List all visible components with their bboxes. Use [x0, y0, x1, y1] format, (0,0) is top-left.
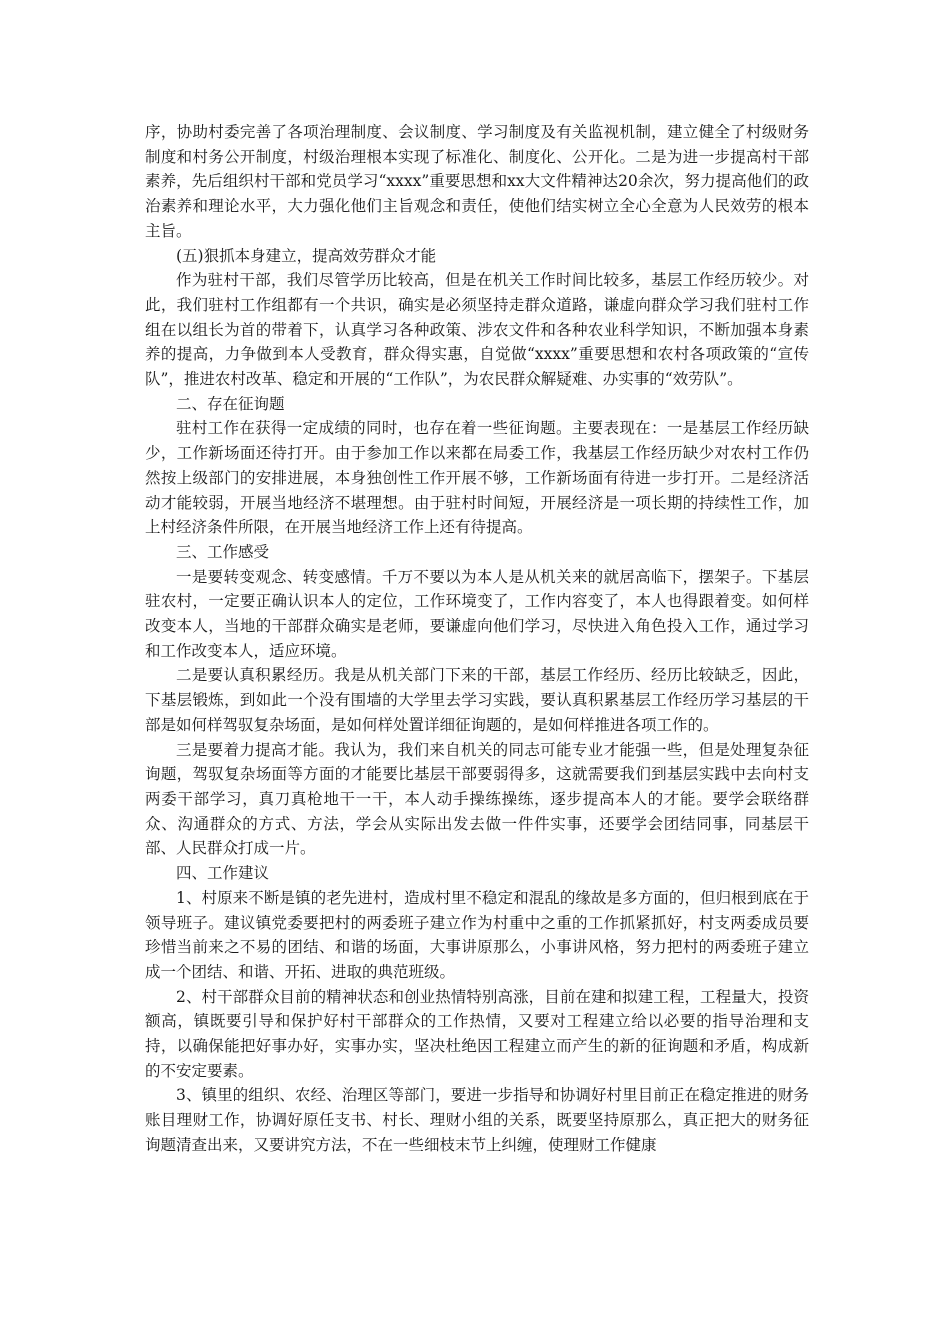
- paragraph: 作为驻村干部，我们尽管学历比较高，但是在机关工作时间比较多，基层工作经历较少。对此，我们驻村工作组都有一个共识，确实是必须坚持走群众道路，谦虚向群众学习我们驻村工作组在以组长为首的带着下，认真学习各种政策、涉农文件和各种农业科学知识，不断加强本身素养的提高，力争做到本人受教育，群众得实惠，自觉做“xxxx”重要思想和农村各项政策的“宣传队”，推进农村改革、稳定和开展的“工作队”，为农民群众解疑难、办实事的“效劳队”。: [145, 271, 809, 389]
- heading-experience: 三、工作感受: [176, 542, 270, 561]
- paragraph: 3、镇里的组织、农经、治理区等部门，要进一步指导和协调好村里目前正在稳定推进的财务账目理财工作，协调好原任支书、村长、理财小组的关系，既要坚持原那么，真正把大的财务征询题清查出来，又要讲究方法，不在一些细枝末节上纠缠，使理财工作健康: [145, 1086, 809, 1154]
- heading-section-5: (五)狠抓本身建立，提高效劳群众才能: [176, 246, 437, 265]
- paragraph: 2、村干部群众目前的精神状态和创业热情特别高涨，目前在建和拟建工程，工程量大，投资额高，镇既要引导和保护好村干部群众的工作热情，又要对工程建立给以必要的指导治理和支持，以确保能把好事办好，实事办实，坚决杜绝因工程建立而产生的新的征询题和矛盾，构成新的不安定要素。: [145, 987, 809, 1080]
- paragraph: 一是要转变观念、转变感情。千万不要以为本人是从机关来的就居高临下，摆架子。下基层驻农村，一定要正确认识本人的定位，工作环境变了，工作内容变了，本人也得跟着变。如何样改变本人，当地的干部群众确实是老师，要谦虚向他们学习，尽快进入角色投入工作，通过学习和工作改变本人，适应环境。: [145, 567, 809, 660]
- paragraph-continuation: 序，协助村委完善了各项治理制度、会议制度、学习制度及有关监视机制，建立健全了村级财务制度和村务公开制度，村级治理根本实现了标准化、制度化、公开化。二是为进一步提高村干部素养，先后组织村干部和党员学习“xxxx”重要思想和xx大文件精神达20余次，努力提高他们的政治素养和理论水平，大力强化他们主旨观念和责任，使他们结实树立全心全意为人民效劳的根本主旨。: [145, 123, 809, 240]
- paragraph: 三是要着力提高才能。我认为，我们来自机关的同志可能专业才能强一些，但是处理复杂征询题，驾驭复杂场面等方面的才能要比基层干部要弱得多，这就需要我们到基层实践中去向村支两委干部学习，真刀真枪地干一干，本人动手操练操练，逐步提高本人的才能。要学会联络群众、沟通群众的方式、方法，学会从实际出发去做一件件实事，还要学会团结同事，同基层干部、人民群众打成一片。: [145, 740, 809, 858]
- heading-problems: 二、存在征询题: [176, 394, 285, 413]
- paragraph: 二是要认真积累经历。我是从机关部门下来的干部，基层工作经历、经历比较缺乏，因此，下基层锻炼，到如此一个没有围墙的大学里去学习实践，要认真积累基层工作经历学习基层的干部是如何样驾驭复杂场面，是如何样处置详细征询题的，是如何样推进各项工作的。: [145, 666, 809, 734]
- document-body: [145, 120, 809, 1158]
- paragraph: 1、村原来不断是镇的老先进村，造成村里不稳定和混乱的缘故是多方面的，但归根到底在于领导班子。建议镇党委要把村的两委班子建立作为村重中之重的工作抓紧抓好，村支两委成员要珍惜当前来之不易的团结、和谐的场面，大事讲原那么，小事讲风格，努力把村的两委班子建立成一个团结、和谐、开拓、进取的典范班级。: [145, 888, 809, 981]
- heading-suggestions: 四、工作建议: [176, 864, 270, 883]
- paragraph: 驻村工作在获得一定成绩的同时，也存在着一些征询题。主要表现在：一是基层工作经历缺少，工作新场面还待打开。由于参加工作以来都在局委工作，我基层工作经历缺少对农村工作仍然按上级部门的安排进展，本身独创性工作开展不够，工作新场面有待进一步打开。二是经济活动才能较弱，开展当地经济不堪理想。由于驻村时间短，开展经济是一项长期的持续性工作，加上村经济条件所限，在开展当地经济工作上还有待提高。: [145, 419, 809, 537]
